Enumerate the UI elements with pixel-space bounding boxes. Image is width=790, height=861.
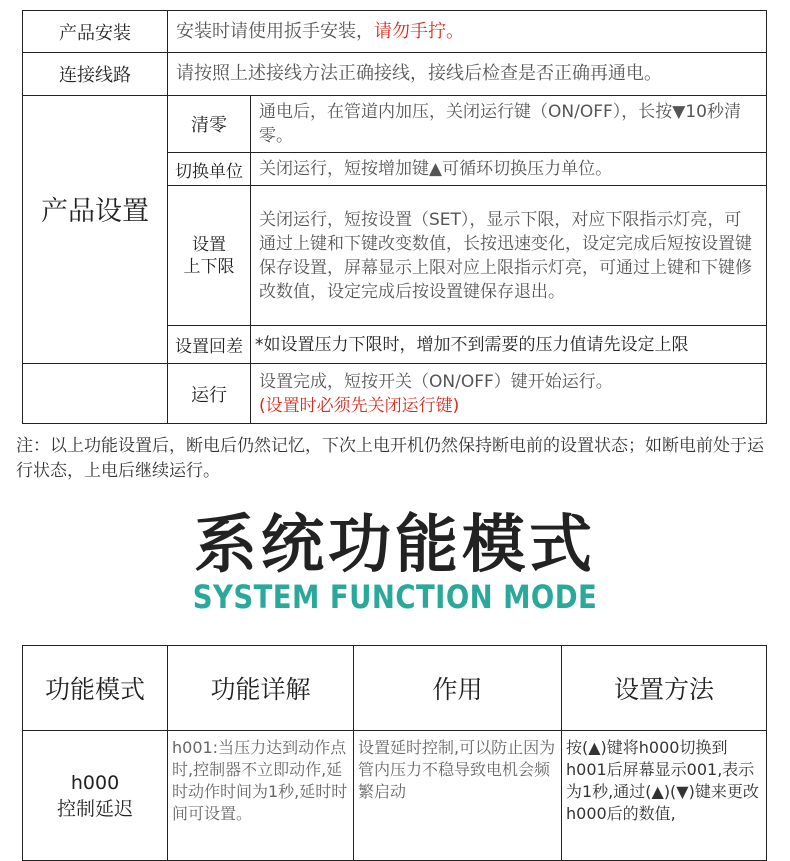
header-effect: 作用	[354, 646, 562, 731]
mode-name: 控制延迟	[56, 797, 133, 820]
settings-text-reset: 通电后，在管道内加压，关闭运行键（ON/OFF），长按▼10秒清零。	[251, 96, 767, 153]
header-detail: 功能详解	[168, 646, 354, 731]
settings-sub-hysteresis: 设置回差	[168, 326, 251, 364]
run-empty-cell	[23, 364, 168, 424]
settings-text-unit: 关闭运行，短按增加键▲可循环切换压力单位。	[251, 153, 767, 186]
mode-code: h000	[70, 771, 120, 794]
run-label: 运行	[168, 364, 251, 424]
install-warning: 请勿手拧。	[374, 20, 464, 42]
settings-text-limits: 关闭运行，短按设置（SET），显示下限，对应下限指示灯亮，可通过上键和下键改变数值，长按迅速变化，设定完成后短按设置键保存设置，屏幕显示上限对应上限指示灯亮，可通过上键和下键修改数值，设定完成后按设置键保存退出。	[251, 186, 767, 326]
mode-method: 按(▲)键将h000切换到h001后屏幕显示001,表示为1秒,通过(▲)(▼)键来更改h000后的数值,	[562, 731, 767, 861]
settings-label: 产品设置	[23, 96, 168, 364]
run-text: 设置完成，短按开关（ON/OFF）键开始运行。	[259, 371, 613, 392]
section-title: 系统功能模式	[194, 508, 596, 581]
wiring-label: 连接线路	[23, 53, 168, 96]
settings-sub-unit: 切换单位	[168, 153, 251, 186]
settings-table	[22, 10, 767, 424]
settings-sub-reset: 清零	[168, 96, 251, 153]
section-title-en: SYSTEM FUNCTION MODE	[192, 578, 598, 616]
header-method: 设置方法	[562, 646, 767, 731]
install-text: 安装时请使用扳手安装，请勿手拧。	[168, 11, 767, 53]
settings-sub-limits: 设置 上下限	[168, 186, 251, 326]
wiring-text: 请按照上述接线方法正确接线，接线后检查是否正确再通电。	[168, 53, 767, 96]
note-text: 注：以上功能设置后，断电后仍然记忆，下次上电开机仍然保持断电前的设置状态；如断电前处于运行状态，上电后继续运行。	[16, 436, 764, 481]
settings-text-hysteresis: *如设置压力下限时，增加不到需要的压力值请先设定上限	[251, 326, 767, 364]
install-label: 产品安装	[23, 11, 168, 53]
function-table	[22, 645, 767, 861]
run-text-cell	[251, 364, 767, 424]
mode-cell	[23, 731, 168, 861]
mode-detail: h001:当压力达到动作点时,控制器不立即动作,延时动作时间为1秒,延时时间可设置。	[168, 731, 354, 861]
header-mode: 功能模式	[23, 646, 168, 731]
mode-effect: 设置延时控制,可以防止因为管内压力不稳导致电机会频繁启动	[354, 731, 562, 861]
run-warning: (设置时必须先关闭运行键)	[259, 395, 460, 416]
